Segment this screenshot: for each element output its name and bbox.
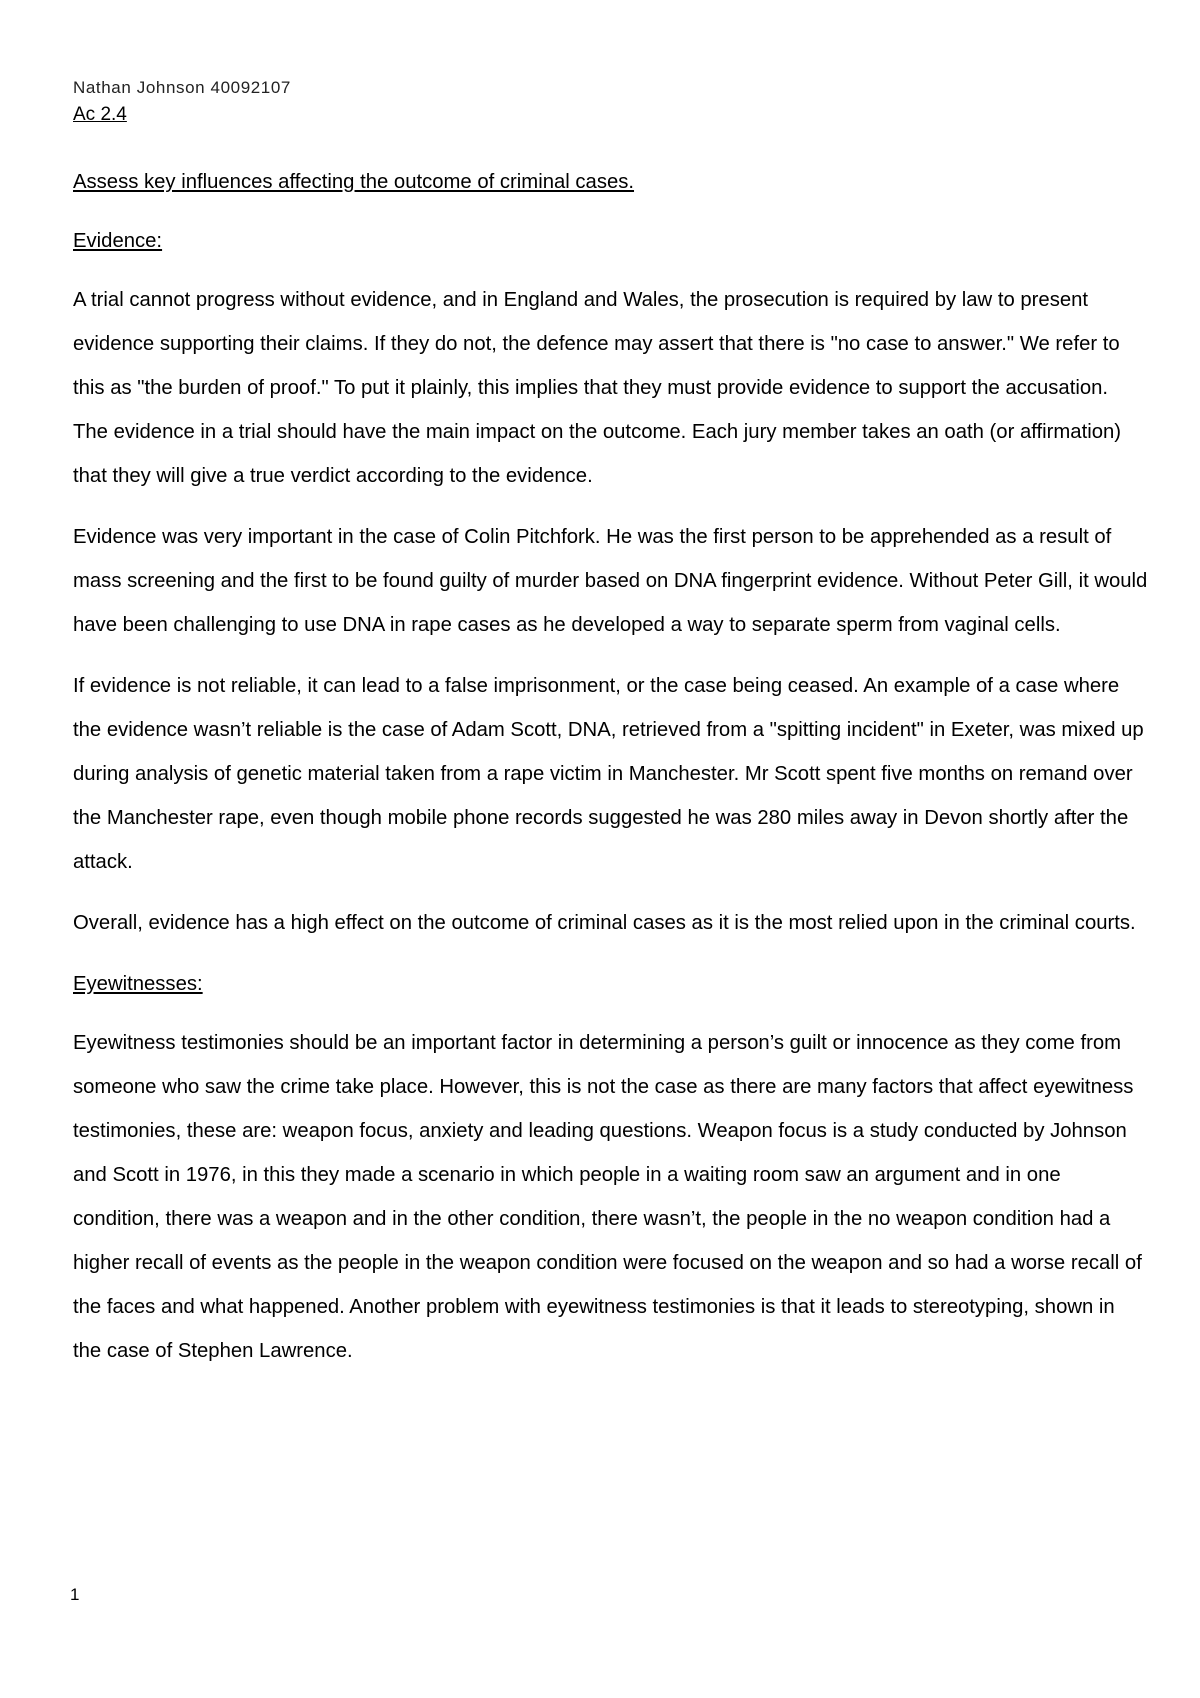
document-header: Nathan Johnson 40092107 <box>73 78 291 97</box>
paragraph: Evidence was very important in the case of Colin Pitchfork. He was the first person to be apprehended as a result of mass screening and the first to be found guilty of murder based on DNA fingerprint evidence. Without Peter Gill, it would have been challenging to use DNA in rape cases as he developed a way to separate sperm from vaginal cells. <box>73 526 1148 636</box>
section-heading-eyewitnesses: Eyewitnesses: <box>73 973 203 995</box>
paragraph: A trial cannot progress without evidence, and in England and Wales, the prosecution is required by law to present evidence supporting their claims. If they do not, the defence may assert that there is "no case to answer." We refer to this as "the burden of proof." To put it plainly, this implies that they must provide evidence to support the accusation. The evidence in a trial should have the main impact on the outcome. Each jury member takes an oath (or affirmation) that they will give a true verdict according to the evidence. <box>73 289 1122 487</box>
section-heading-evidence: Evidence: <box>73 230 163 252</box>
task-title: Assess key influences affecting the outcome of criminal cases. <box>73 171 635 193</box>
paragraph: Eyewitness testimonies should be an important factor in determining a person’s guilt or innocence as they come from someone who saw the crime take place. However, this is not the case as there are many factors that affect eyewitness testimonies, these are: weapon focus, anxiety and leading questions. Weapon focus is a study conducted by Johnson and Scott in 1976, in this they made a scenario in which people in a waiting room saw an argument and in one condition, there was a weapon and in the other condition, there wasn’t, the people in the no weapon condition had a higher recall of events as the people in the weapon condition were focused on the weapon and so had a worse recall of the faces and what happened. Another problem with eyewitness testimonies is that it leads to stereotyping, shown in the case of Stephen Lawrence. <box>73 1032 1142 1362</box>
document-body <box>73 160 1148 1390</box>
criterion-label: Ac 2.4 <box>73 104 127 125</box>
paragraph: If evidence is not reliable, it can lead to a false imprisonment, or the case being ceased. An example of a case where the evidence wasn’t reliable is the case of Adam Scott, DNA, retrieved from a "spitting incident" in Exeter, was mixed up during analysis of genetic material taken from a rape victim in Manchester. Mr Scott spent five months on remand over the Manchester rape, even though mobile phone records suggested he was 280 miles away in Devon shortly after the attack. <box>73 675 1144 873</box>
paragraph: Overall, evidence has a high effect on the outcome of criminal cases as it is the most relied upon in the criminal courts. <box>73 912 1136 934</box>
page-number: 1 <box>70 1585 80 1604</box>
